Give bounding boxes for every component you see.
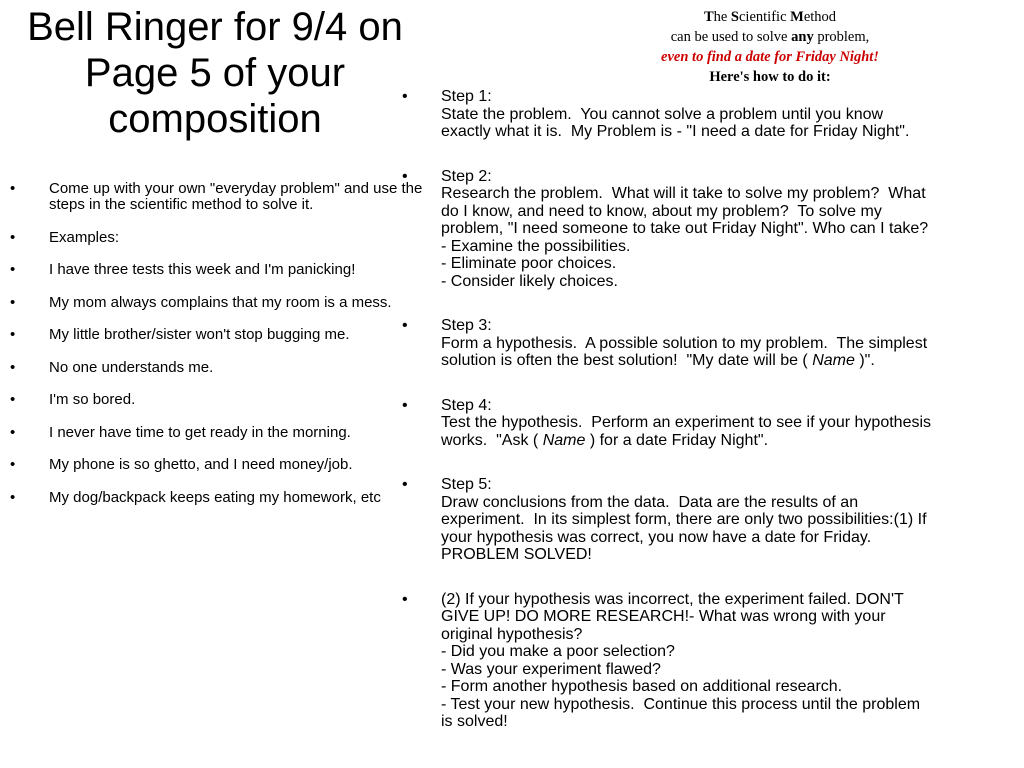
list-item [0,392,430,408]
bullet-icon: • [402,476,408,493]
header-line-4: Here's how to do it: [709,69,831,85]
bullet-icon: • [10,423,16,441]
step-body: (2) If your hypothesis was incorrect, the experiment failed. DON'T GIVE UP! DO MORE RESEARCH!- What was wrong with your original hypothesis? - Did you make a poor selection? - Was your experiment flawed? - Form another hypothesis based on additional research. - Test your new hypothesis. Continue this process until the problem is solved! [441,590,921,730]
method-header [520,7,1020,87]
list-item [0,360,430,376]
step-label: Step 4: [441,396,492,414]
list-item-text: I have three tests this week and I'm panicking! [49,261,356,278]
list-item-text: No one understands me. [49,358,214,376]
steps-list [400,88,1024,758]
step-body: Research the problem. What will it take to solve my problem? What do I know, and need to know, about my problem? To solve my problem, "I need someone to take out Friday Night". Who can I take? - Examine the possibilities. - Eliminate poor choices. - Consider likely choices. [441,185,929,290]
bullet-icon: • [10,358,16,376]
bullet-icon: • [10,456,16,473]
header-line-2: can be used to solve any problem, [670,29,870,45]
list-item-text: My dog/backpack keeps eating my homework, etc [49,488,381,506]
step-body: Form a hypothesis. A possible solution to my problem. The simplest solution is often the best solution! "My date will be ( Name )". [441,334,928,369]
slide-title: Bell Ringer for 9/4 on Page 5 of your composition [27,5,403,141]
header-line-3: even to find a date for Friday Night! [661,49,879,65]
list-item [0,425,430,441]
step-label: Step 2: [441,167,492,185]
list-item-text: I'm so bored. [49,391,136,408]
list-item [0,490,430,506]
list-item [0,230,430,246]
name-placeholder: Name [812,352,855,369]
step-label: Step 1: [441,88,492,105]
bullet-icon: • [402,590,408,608]
list-item-text: Come up with your own "everyday problem" and use the steps in the scientific method to solve it. [49,180,423,213]
step-1 [400,88,1024,141]
list-item [0,181,430,213]
list-item [0,327,430,343]
bullet-icon: • [10,228,16,246]
step-body: Test the hypothesis. Perform an experiment to see if your hypothesis works. "Ask ( Name ) for a date Friday Night". [441,414,932,449]
bullet-icon: • [402,396,408,414]
bullet-icon: • [10,488,16,506]
step-4 [400,397,1024,450]
bullet-icon: • [10,391,16,408]
bullet-icon: • [402,88,408,105]
header-line-1: The Scientific Method [703,9,837,25]
list-item [0,457,430,473]
step-body: Draw conclusions from the data. Data are the results of an experiment. In its simplest form, there are only two possibilities:(1) If your hypothesis was correct, you now have a date for Friday. PROBLEM SOLVED! [441,493,927,563]
list-item-text: I never have time to get ready in the morning. [49,423,351,441]
step-3 [400,317,1024,370]
step-body: State the problem. You cannot solve a problem until you know exactly what it is. My Problem is - "I need a date for Friday Night". [441,105,910,140]
step-label: Step 3: [441,317,492,334]
step-label: Step 5: [441,476,492,493]
list-item-text: My mom always complains that my room is a mess. [49,293,392,311]
list-item [0,262,430,278]
step-5-failure [400,591,1024,731]
bullet-icon: • [10,326,16,343]
name-placeholder: Name [542,431,586,449]
bullet-icon: • [10,180,16,197]
list-item [0,295,430,311]
step-5 [400,476,1024,564]
bullet-icon: • [402,317,408,334]
list-item-text: My little brother/sister won't stop bugging me. [49,326,350,343]
list-item-text: Examples: [49,228,120,246]
examples-list [0,181,430,522]
step-2 [400,168,1024,291]
list-item-text: My phone is so ghetto, and I need money/job. [49,456,353,473]
bullet-icon: • [10,293,16,311]
bullet-icon: • [402,167,408,185]
bullet-icon: • [10,261,16,278]
